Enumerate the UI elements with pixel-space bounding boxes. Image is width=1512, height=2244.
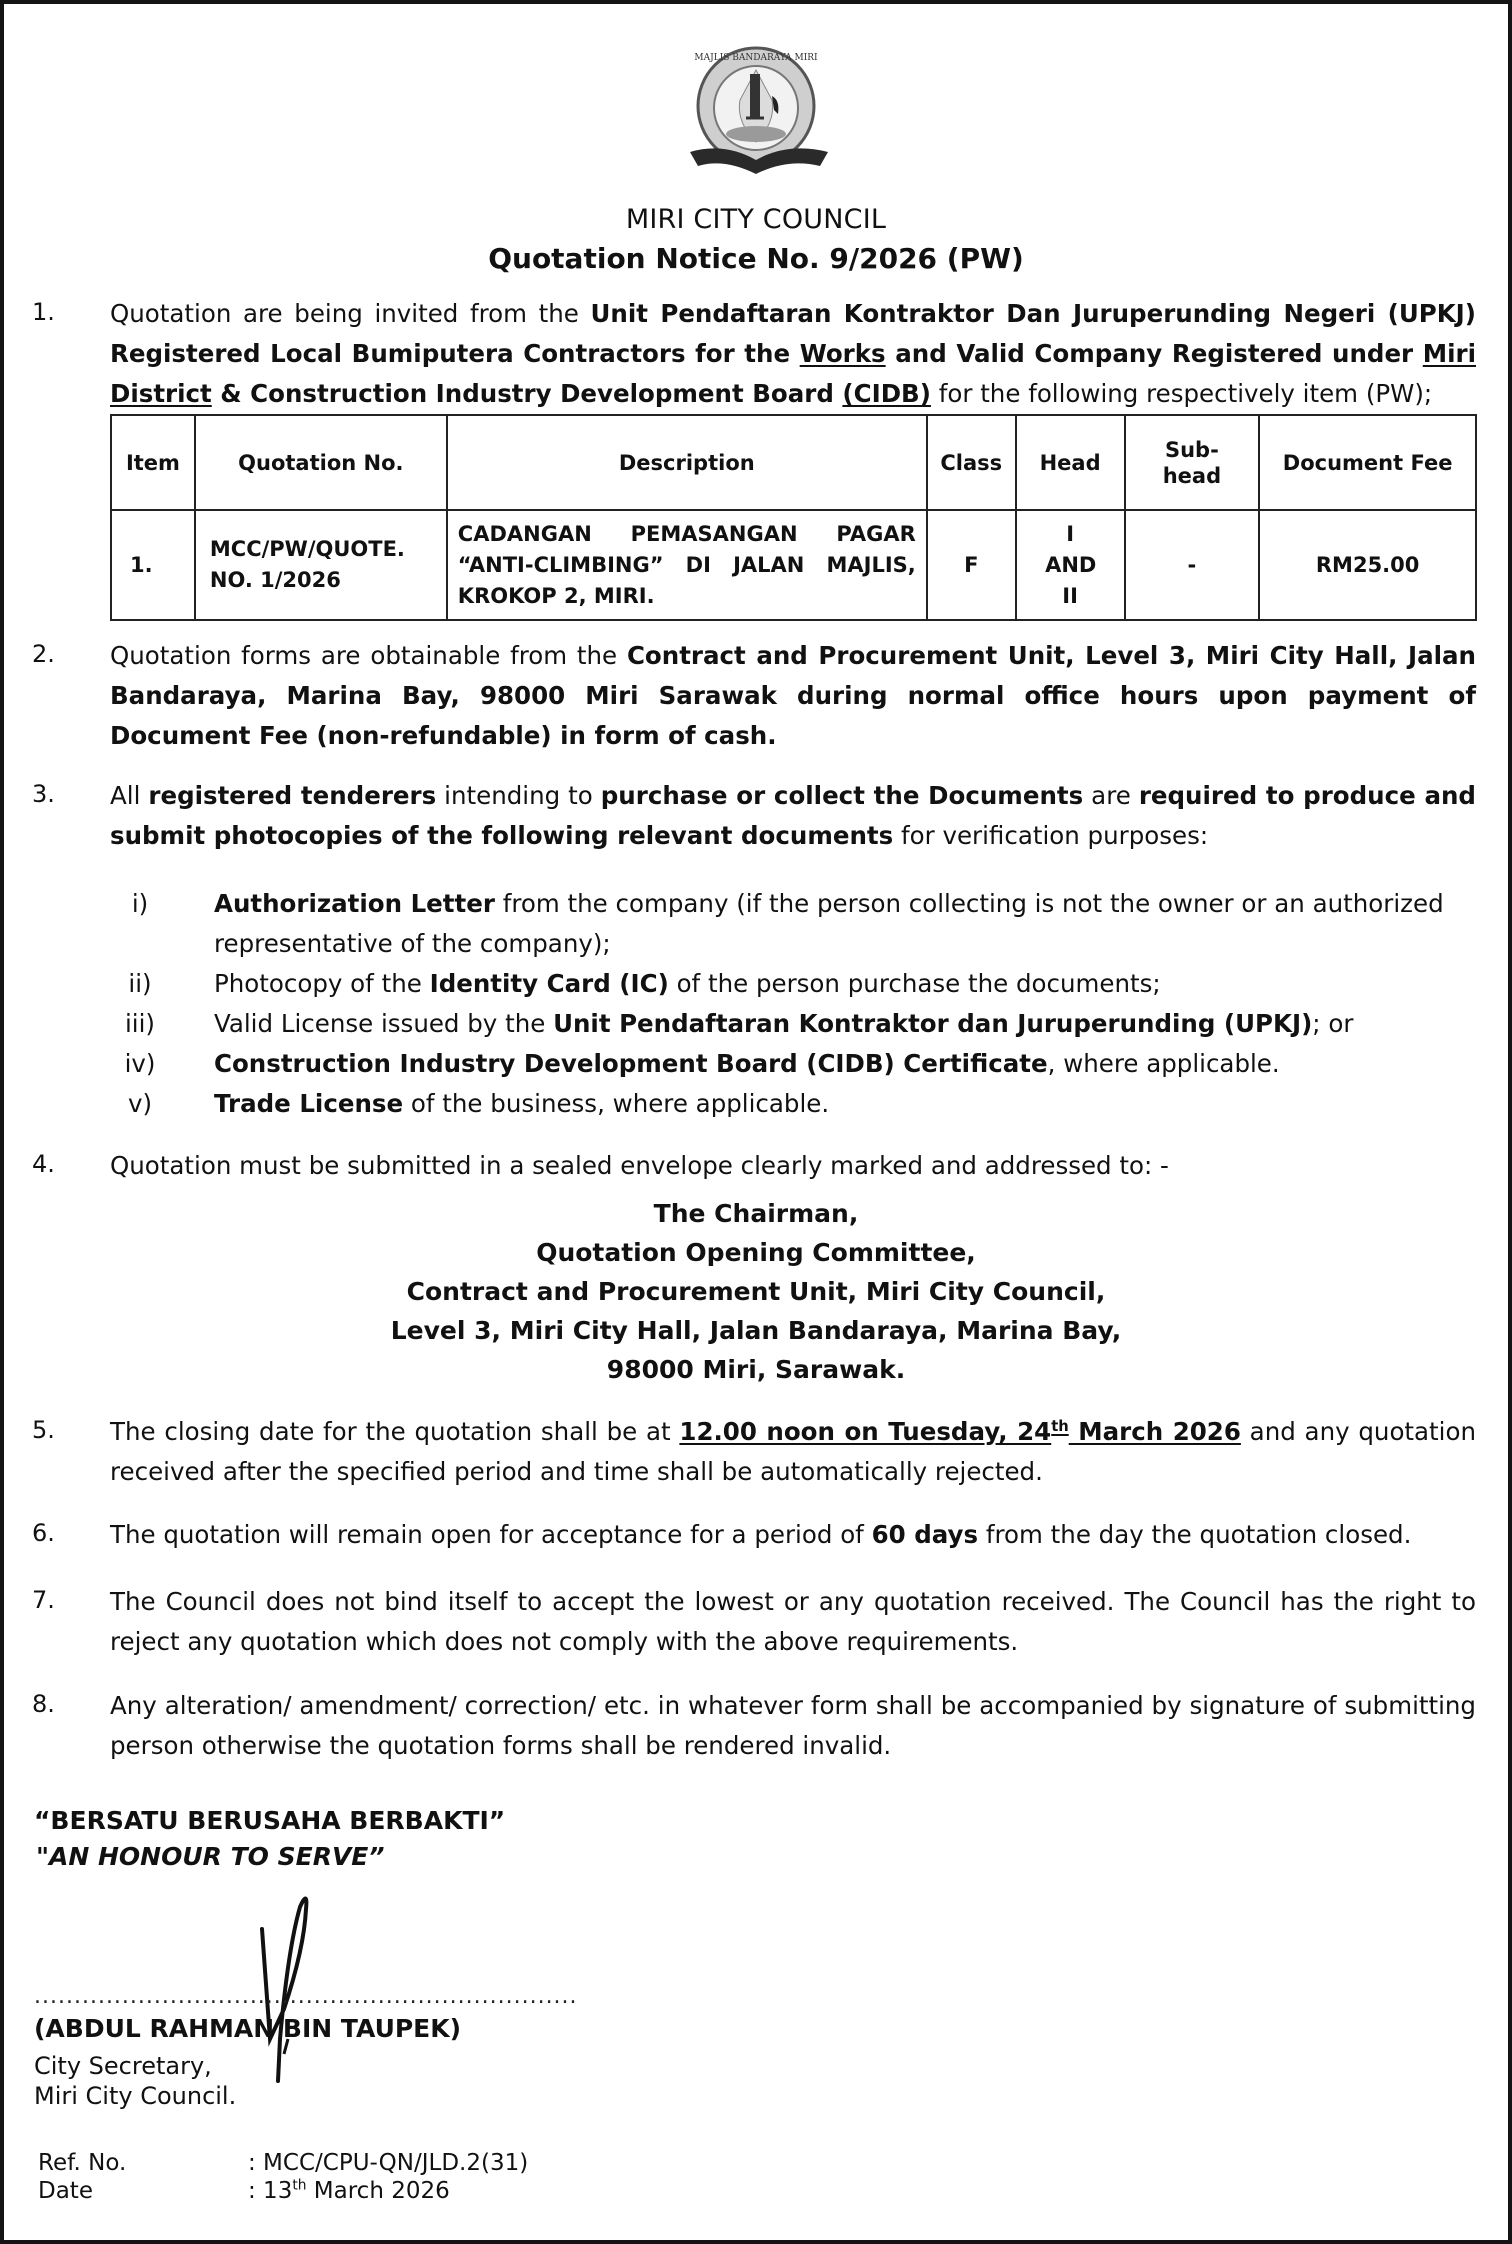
- date-ordinal: th: [292, 2177, 307, 2194]
- paragraph-3: [110, 776, 1476, 856]
- list-item-text: [214, 1044, 1476, 1084]
- council-name: MIRI CITY COUNCIL: [625, 204, 887, 235]
- list-item: [110, 1004, 1476, 1044]
- text-segment: Quotation are being invited from the: [110, 299, 591, 328]
- document-date: [38, 2178, 450, 2204]
- date-value: [248, 2178, 450, 2204]
- text-segment: of the person purchase the documents;: [668, 969, 1161, 998]
- text-segment: Unit Pendaftaran Kontraktor Dan Juruperunding Negeri (UPKJ) Registered Local Bumiputera Contractors for the: [110, 299, 1476, 368]
- text-segment: and any quotation received after the specified period and time shall be automatically rejected.: [110, 1417, 1476, 1486]
- text-segment: (CIDB): [842, 379, 931, 408]
- text-segment: The closing date for the quotation shall be at: [110, 1417, 680, 1446]
- text-segment: registered tenderers: [148, 781, 437, 810]
- paragraph-7: [110, 1582, 1476, 1662]
- signer-title: City Secretary,: [34, 2052, 212, 2080]
- col-header-description: Description: [447, 415, 927, 510]
- cell-subhead: -: [1125, 510, 1260, 620]
- text-segment: Authorization Letter: [214, 889, 495, 918]
- text-segment: The Council does not bind itself to accept the lowest or any quotation received. The Council has the right to reject any quotation which does not comply with the above requirements.: [110, 1587, 1476, 1656]
- cell-description: CADANGAN PEMASANGAN PAGAR “ANTI-CLIMBING” DI JALAN MAJLIS, KROKOP 2, MIRI.: [447, 510, 927, 620]
- list-item-number: iii): [125, 1009, 155, 1038]
- list-item-text: [214, 1004, 1476, 1044]
- address-line: The Chairman,: [653, 1199, 859, 1228]
- paragraph-number: 6.: [32, 1519, 55, 1547]
- col-header-item: Item: [111, 415, 195, 510]
- paragraph-4: [110, 1146, 1476, 1186]
- text-segment: Trade License: [214, 1089, 404, 1118]
- required-documents-list: [110, 884, 1476, 1124]
- signer-organization: Miri City Council.: [34, 2082, 237, 2110]
- text-segment: 12.00 noon on Tuesday, 24: [679, 1417, 1052, 1446]
- text-segment: from the day the quotation closed.: [978, 1520, 1412, 1549]
- text-segment: Quotation must be submitted in a sealed envelope clearly marked and addressed to: -: [110, 1151, 1169, 1180]
- cell-quotation-no: MCC/PW/QUOTE. NO. 1/2026: [195, 510, 447, 620]
- paragraph-5: [110, 1412, 1476, 1492]
- paragraph-number: 4.: [32, 1150, 55, 1178]
- list-item: [110, 1084, 1476, 1124]
- signer-name: (ABDUL RAHMAN BIN TAUPEK): [34, 2014, 462, 2043]
- cell-document-fee: RM25.00: [1259, 510, 1476, 620]
- cell-class: F: [927, 510, 1016, 620]
- text-segment: March 2026: [1068, 1417, 1241, 1446]
- text-segment: Valid License issued by the: [214, 1009, 554, 1038]
- text-segment: Quotation forms are obtainable from the: [110, 641, 627, 670]
- council-crest-icon: [684, 42, 834, 180]
- paragraph-number: 7.: [32, 1586, 55, 1614]
- text-segment: th: [1051, 1417, 1069, 1435]
- paragraph-8: [110, 1686, 1476, 1766]
- col-header-subhead: [1125, 415, 1260, 510]
- date-label: Date: [38, 2178, 93, 2204]
- text-segment: required to produce and submit photocopies of the following relevant documents: [110, 781, 1476, 850]
- date-month-year: March 2026: [306, 2178, 450, 2204]
- text-segment: 60 days: [871, 1520, 979, 1549]
- list-item-number: i): [131, 889, 149, 918]
- text-segment: Identity Card (IC): [429, 969, 669, 998]
- address-line: Quotation Opening Committee,: [536, 1238, 976, 1267]
- text-segment: of the business, where applicable.: [403, 1089, 830, 1118]
- text-segment: Works: [799, 339, 886, 368]
- table-row: [111, 510, 1476, 620]
- text-segment: ; or: [1312, 1009, 1354, 1038]
- paragraph-2: [110, 636, 1476, 756]
- paragraph-number: 5.: [32, 1416, 55, 1444]
- notice-title: Quotation Notice No. 9/2026 (PW): [488, 242, 1024, 275]
- paragraph-number: 1.: [32, 298, 55, 326]
- list-item-number: iv): [124, 1049, 156, 1078]
- svg-text:MAJLIS BANDARAYA MIRI: MAJLIS BANDARAYA MIRI: [694, 53, 818, 63]
- col-header-class: Class: [927, 415, 1016, 510]
- text-segment: Any alteration/ amendment/ correction/ etc. in whatever form shall be accompanied by signature of submitting person otherwise the quotation forms shall be rendered invalid.: [110, 1691, 1476, 1760]
- col-header-head: Head: [1016, 415, 1125, 510]
- col-header-quotation-no: Quotation No.: [195, 415, 447, 510]
- head-value: I AND II: [1045, 521, 1097, 608]
- list-item: [110, 1044, 1476, 1084]
- signature-line: ....................................................................: [34, 1984, 578, 2009]
- list-item-text: [214, 884, 1476, 964]
- cell-head: [1016, 510, 1125, 620]
- text-segment: for verification purposes:: [893, 821, 1209, 850]
- text-segment: purchase or collect the Documents: [600, 781, 1084, 810]
- table-header-row: [111, 415, 1476, 510]
- list-item-text: [214, 1084, 1476, 1124]
- text-segment: & Construction Industry Development Board: [211, 379, 843, 408]
- paragraph-number: 8.: [32, 1690, 55, 1718]
- text-segment: All: [110, 781, 149, 810]
- date-day: : 13: [248, 2178, 293, 2204]
- cell-item: 1.: [111, 510, 195, 620]
- text-segment: Miri District: [110, 339, 1477, 408]
- list-item-text: [214, 964, 1476, 1004]
- quotation-notice-page: [4, 4, 1508, 2240]
- paragraph-6: [110, 1515, 1476, 1555]
- motto-malay: “BERSATU BERUSAHA BERBAKTI”: [34, 1806, 506, 1835]
- paragraph-number: 2.: [32, 640, 55, 668]
- list-item: [110, 884, 1476, 964]
- text-segment: from the company (if the person collecting is not the owner or an authorized representative of the company);: [214, 889, 1444, 958]
- text-segment: and Valid Company Registered under: [885, 339, 1423, 368]
- reference-number: [38, 2150, 528, 2176]
- text-segment: Unit Pendaftaran Kontraktor dan Juruperunding (UPKJ): [553, 1009, 1313, 1038]
- text-segment: The quotation will remain open for acceptance for a period of: [110, 1520, 872, 1549]
- text-segment: Photocopy of the: [214, 969, 430, 998]
- address-line: Level 3, Miri City Hall, Jalan Bandaraya, Marina Bay,: [390, 1316, 1122, 1345]
- col-header-document-fee: Document Fee: [1259, 415, 1476, 510]
- list-item-number: ii): [128, 969, 152, 998]
- motto-english: "AN HONOUR TO SERVE”: [36, 1842, 385, 1871]
- ref-label: Ref. No.: [38, 2150, 127, 2176]
- list-item-number: v): [127, 1089, 153, 1118]
- address-line: 98000 Miri, Sarawak.: [606, 1355, 906, 1384]
- text-segment: intending to: [436, 781, 601, 810]
- paragraph-1: [110, 294, 1476, 414]
- text-segment: , where applicable.: [1047, 1049, 1280, 1078]
- text-segment: Construction Industry Development Board (CIDB) Certificate: [214, 1049, 1048, 1078]
- subhead-label: Sub-head: [1162, 437, 1222, 488]
- submission-address: [4, 1194, 1508, 1389]
- text-segment: are: [1083, 781, 1139, 810]
- quotation-table: [110, 414, 1477, 621]
- list-item: [110, 964, 1476, 1004]
- address-line: Contract and Procurement Unit, Miri City Council,: [406, 1277, 1106, 1306]
- paragraph-number: 3.: [32, 780, 55, 808]
- text-segment: Contract and Procurement Unit, Level 3, Miri City Hall, Jalan Bandaraya, Marina Bay, 98000 Miri Sarawak during normal office hours upon payment of Document Fee (non-refundable) in form of cash.: [110, 641, 1476, 750]
- text-segment: for the following respectively item (PW);: [930, 379, 1433, 408]
- ref-value: : MCC/CPU-QN/JLD.2(31): [248, 2150, 529, 2176]
